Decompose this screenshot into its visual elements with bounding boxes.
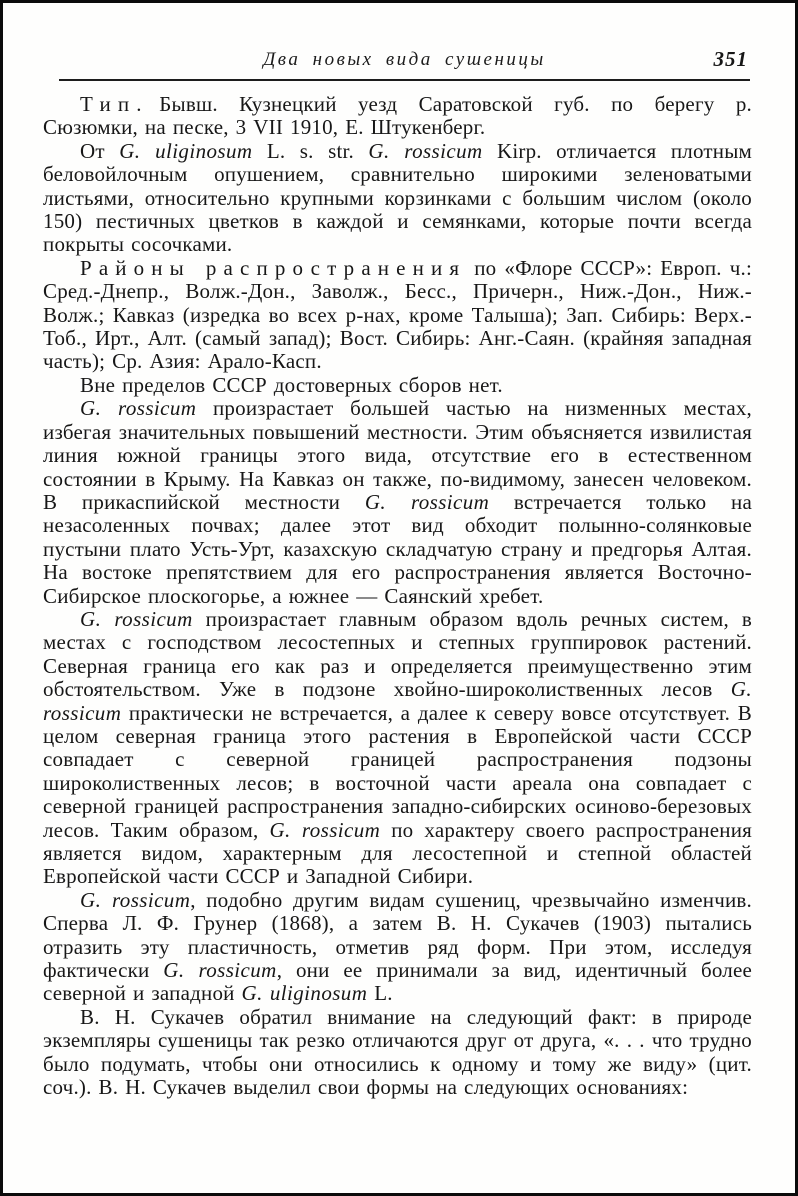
text-segment-normal: произрастает главным образом вдоль речных систем, в местах с господством лесостепных и степных группировок растений. Северная граница его как раз и определяется преимущественно этим обстоятельством. Уже в подзоне хвойно-широколиственных лесов (43, 606, 752, 702)
paragraph-distribution-regions (43, 257, 752, 374)
text-segment-normal: , подобно другим видам сушениц, чрезвычайно изменчив. Сперва Л. Ф. Грунер (1868), а затем В. Н. Сукачев (1903) пытались отразить эту пластичность, отметив ряд форм. При этом, исследуя фактически (43, 887, 752, 983)
text-segment-normal: встречается только на незасоленных почвах; далее этот вид обходит полынно-солянковые пустыни плато Усть-Урт, казахскую складчатую страну и предгорья Алтая. На востоке препятствием для его распространения является Восточно-Сибирское плоскогорье, а южнее — Саянский хребет. (43, 489, 753, 608)
text-segment-normal: , они ее принимали за вид, идентичный более северной и западной (43, 958, 753, 1006)
text-segment-italic: G. rossicum (368, 138, 483, 163)
text-segment-spaced: Тип. (80, 92, 149, 116)
paragraph-outside-ussr (43, 374, 752, 397)
paragraph-type-locality (43, 93, 752, 140)
text-segment-normal: Вне пределов СССР достоверных сборов нет. (80, 372, 503, 397)
text-segment-italic: G. uliginosum (241, 981, 368, 1006)
page-number: 351 (713, 47, 748, 71)
text-segment-normal: От (80, 138, 120, 163)
text-segment-normal: Kirp. отличается плотным беловойлочным опушением, сравнительно широкими зеленоватыми листьями, относительно крупными корзинками с большим числом (около 150) пестичных цветков в каждой и семянками, которые почти всегда покрыты сосочками. (43, 138, 753, 257)
paragraph-habitat-lowlands (43, 397, 752, 608)
text-segment-normal: практически не встречается, а далее к северу вовсе отсутствует. В целом северная граница этого растения в Европейской части СССР совпадает с северной границей распространения подзоны широколиственных лесов; в восточной части ареала она совпадает с северной границей распространения западно-сибирских осиново-березовых лесов. Таким образом, (43, 700, 752, 842)
text-segment-normal: Бывш. Кузнецкий уезд Саратовской губ. по берегу р. Сюзюмки, на песке, 3 VII 1910, Е. Штукенберг. (43, 92, 752, 140)
text-segment-italic: G. rossicum (80, 396, 197, 421)
text-segment-normal: В. Н. Сукачев обратил внимание на следующий факт: в природе экземпляры сушеницы так резко отличаются друг от друга, «. . . что трудно было подумать, чтобы они относились к одному и тому же виду» (цит. соч.). В. Н. Сукачев выделил свои формы на следующих основаниях: (43, 1004, 752, 1100)
paragraph-sukachev-fact (43, 1006, 752, 1100)
running-title: Два новых вида сушеницы (263, 49, 546, 70)
text-segment-italic: G. rossicum (364, 489, 490, 514)
header-rule (59, 79, 750, 81)
running-head (59, 49, 750, 83)
paragraph-river-systems (43, 608, 752, 889)
text-segment-normal: L. (367, 981, 393, 1006)
text-segment-normal: L. s. str. (252, 138, 369, 163)
page-body (43, 93, 752, 1099)
text-segment-normal: произрастает большей частью на низменных местах, избегая значительных повышений местности. Этим объясняется извилистая линия южной границы этого вида, отсутствие его в естественном состоянии в Крыму. На Кавказ он также, по-видимому, занесен человеком. В прикаспийской местности (43, 396, 752, 514)
text-segment-normal: по «Флоре СССР»: Европ. ч.: Сред.-Днепр., Волж.-Дон., Заволж., Бесс., Причерн., Ниж.-Дон., Ниж.-Волж.; Кавказ (изредка во всех р-нах, кроме Талыша); Зап. Сибирь: Верх.-Тоб., Ирт., Алт. (самый запад); Вост. Сибирь: Анг.-Саян. (крайняя западная часть); Ср. Азия: Арало-Касп. (43, 255, 752, 374)
text-segment-spaced: Районы распространения (80, 255, 467, 280)
text-segment-italic: G. rossicum (269, 817, 381, 842)
text-segment-italic: G. rossicum (163, 958, 277, 983)
paragraph-diagnosis (43, 140, 752, 257)
text-segment-italic: G. rossicum (43, 677, 752, 725)
text-segment-normal: по характеру своего распространения является видом, характерным для лесостепной и степной областей Европейской части СССР и Западной Сибири. (43, 817, 752, 889)
text-segment-italic: G. rossicum (80, 887, 191, 912)
paragraph-variability (43, 889, 752, 1006)
text-segment-italic: G. uliginosum (119, 138, 253, 163)
text-segment-italic: G. rossicum (80, 606, 193, 631)
